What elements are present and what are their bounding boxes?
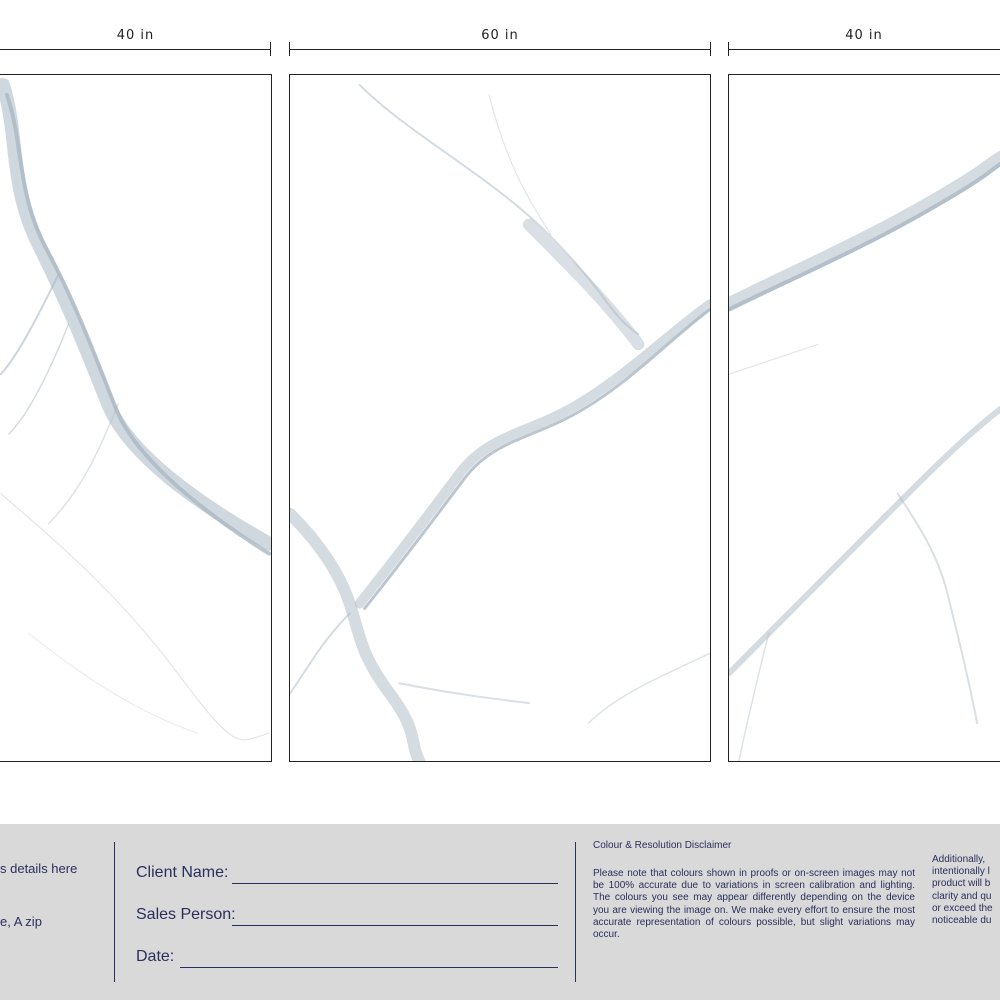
sales-person-field[interactable] [136,906,558,928]
disclaimer-continued [932,854,1000,927]
dimension-line-left [0,49,271,50]
company-address-line: e, A zip [0,914,42,929]
disclaimer-title: Colour & Resolution Disclaimer [593,840,732,851]
dimension-line-center [289,49,711,50]
disclaimer-continued-line: or exceed the [932,902,993,914]
dimension-tick [270,42,271,56]
client-name-underline [232,883,558,884]
footer-divider-right [575,842,576,982]
footer-info-bar [0,824,1000,1000]
marble-panel-center [289,74,711,762]
dimension-tick [710,42,711,56]
disclaimer-continued-line: noticeable du [932,915,992,927]
dimension-left [0,28,271,68]
marble-veins-left [0,75,271,761]
date-label: Date: [136,948,175,965]
dimension-right [728,28,1000,68]
client-name-label: Client Name: [136,864,229,881]
dimension-label-center: 60 in [481,28,519,43]
disclaimer-body: Please note that colours shown in proofs or on-screen images may not be 100% accurate due to variations in screen calibration and lighting. The colours you see may appear differently depending on the device you are viewing the image on. We make every effort to ensure the most accurate representation of colours possible, but slight variations may occur. [593,868,915,941]
sales-person-underline [232,925,558,926]
marble-panel-left [0,74,272,762]
dimension-line-right [728,49,1000,50]
date-underline [180,967,558,968]
dimension-tick [289,42,290,56]
dimension-tick [728,42,729,56]
marble-panel-right [728,74,1000,762]
disclaimer-continued-line: clarity and qu [932,890,992,902]
date-field[interactable] [136,948,558,970]
disclaimer-continued-line: Additionally, [932,854,986,865]
dimension-label-left: 40 in [116,28,155,43]
marble-veins-right [729,75,1000,761]
marble-veins-center [290,75,710,761]
footer-divider-left [114,842,115,982]
disclaimer-continued-line: product will b [932,878,991,890]
company-details-line: s details here [0,861,78,876]
dimension-center [289,28,711,68]
disclaimer-continued-line: intentionally l [932,866,990,878]
sales-person-label: Sales Person: [136,906,236,923]
client-name-field[interactable] [136,864,558,886]
dimension-label-right: 40 in [845,28,883,43]
